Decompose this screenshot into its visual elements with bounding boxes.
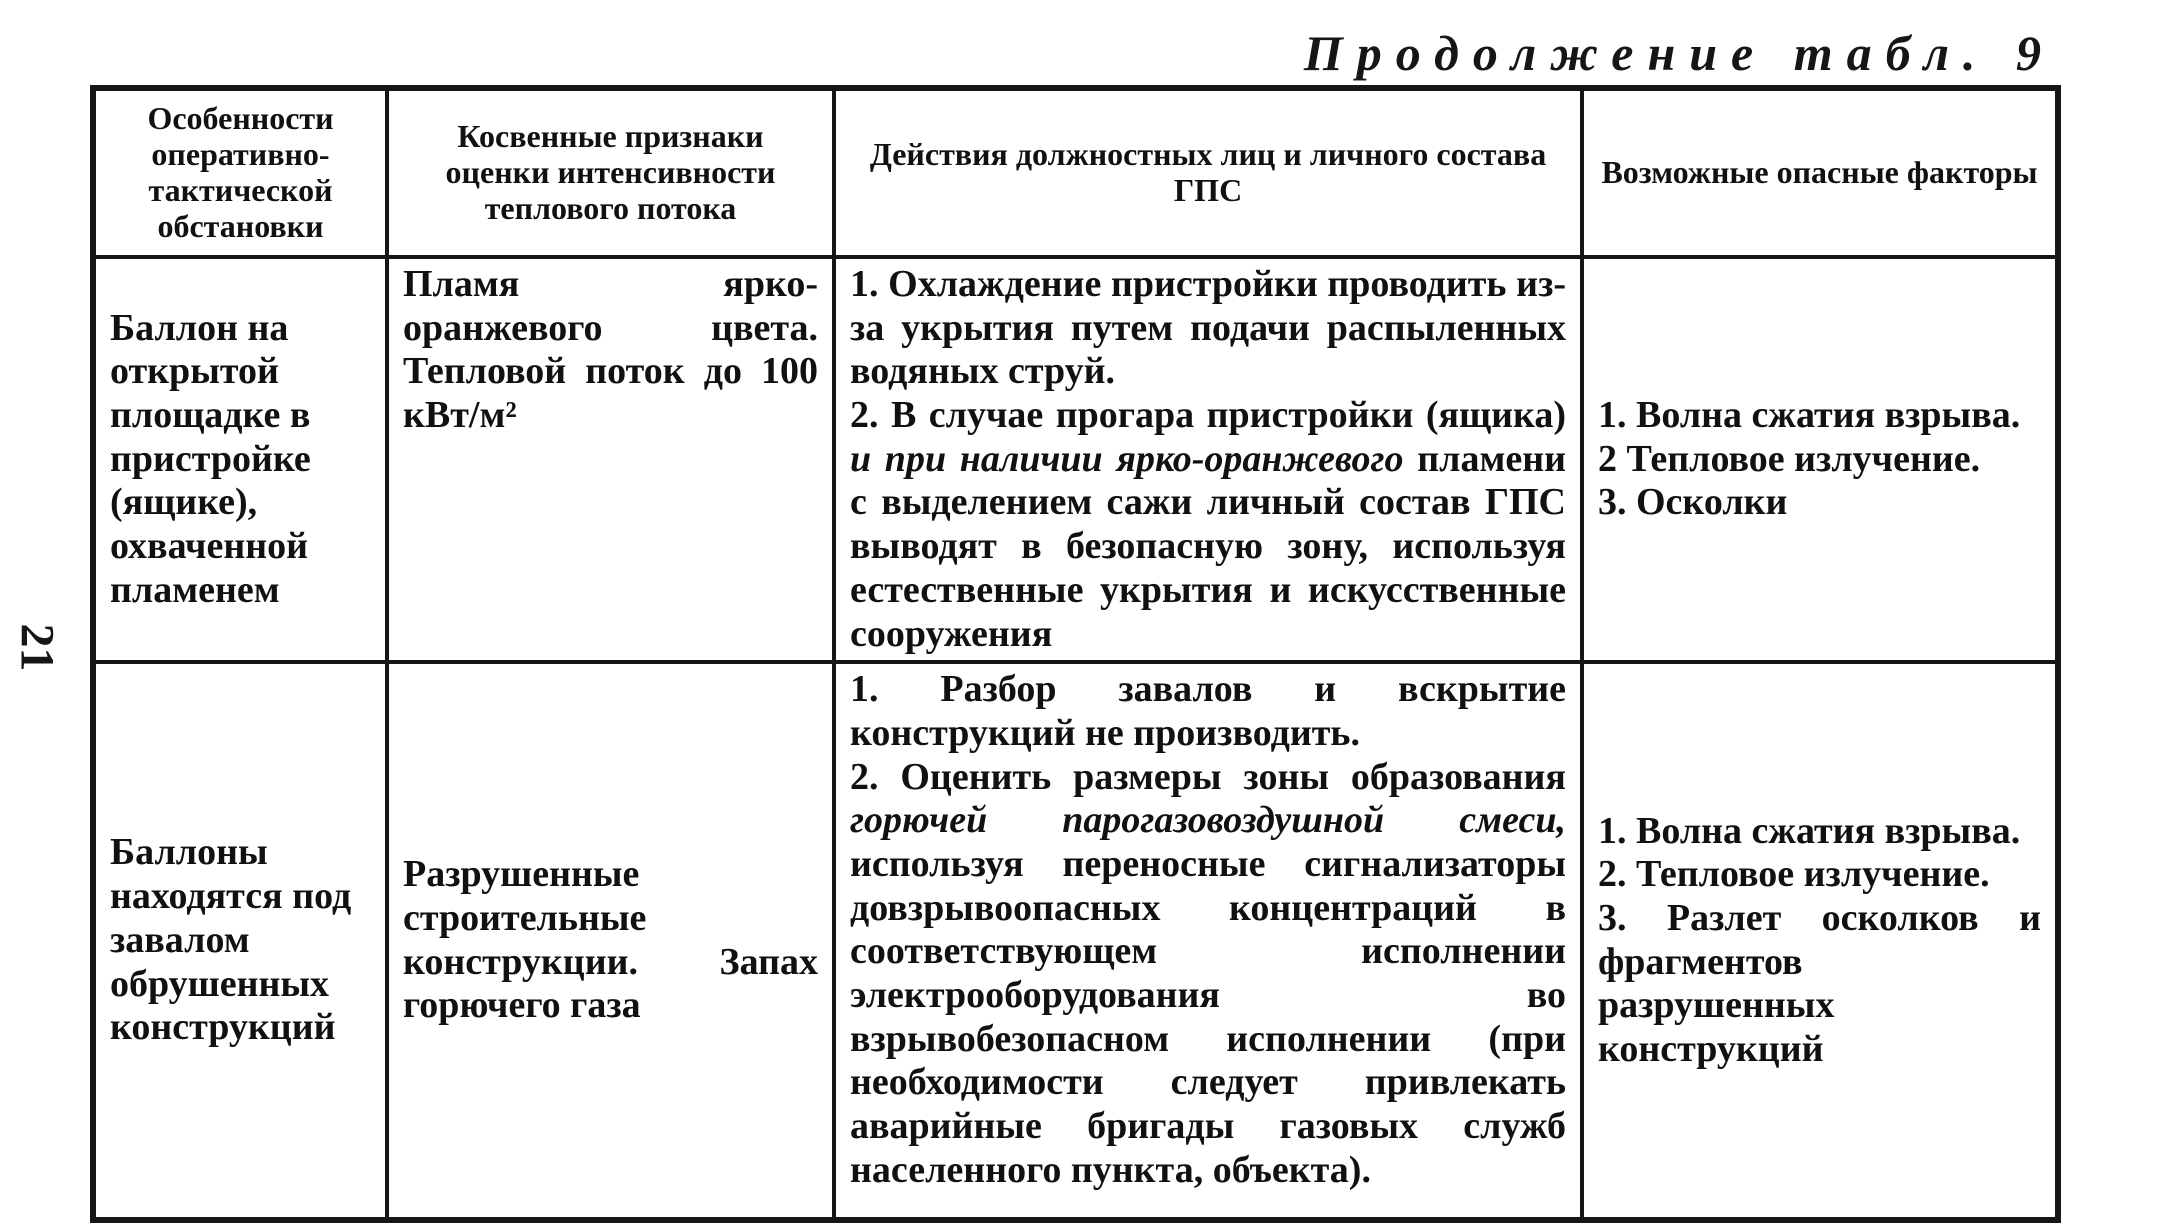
table-row [93,662,2058,1220]
action-item [850,756,1566,1193]
hazard-item: 3. Осколки [1598,481,1788,524]
table-continuation-heading: Продолжение табл. 9 [1303,25,2055,81]
action-text-italic: и при наличии ярко-оранжевого [850,437,1404,480]
action-item [850,394,1566,656]
table-header-row [93,88,2058,257]
action-text: 2. Оценить размеры зоны образования [850,755,1566,798]
actions-cell [834,257,1582,662]
situation-cell: Баллон на открытой площадке в пристройке (ящике), охваченной пламенем [93,257,387,662]
indicators-cell: Пламя ярко-оранжевого цвета. Тепловой поток до 100 кВт/м² [387,257,834,662]
page-number: 21 [10,623,64,672]
action-text: 2. В случае прогара пристройки (ящика) [850,394,1566,437]
action-text: используя переносные сигнализаторы довзрывоопасных концентраций в соответствующем исполнении электрооборудования во взрывобезопасном исполнении (при необходимости следует привлекать аварийные бригады газовых служб населенного пункта, объекта). [850,842,1566,1191]
header-indicators: Косвенные признаки оценки интенсивности теплового потока [387,88,834,257]
situation-cell: Баллоны находятся под завалом обрушенных конструкций [93,662,387,1220]
header-situation: Особенности оперативно-тактической обстановки [93,88,387,257]
table-row [93,257,2058,662]
hazard-actions-table [90,85,2061,1223]
hazard-item: 2. Тепловое излучение. [1598,853,1990,896]
indicators-cell: Разрушенные строительные конструкции. Запах горючего газа [387,662,834,1220]
hazard-item: 2 Тепловое излучение. [1598,437,1981,480]
hazard-item: 1. Волна сжатия взрыва. [1598,809,2021,852]
actions-cell [834,662,1582,1220]
header-hazards: Возможные опасные факторы [1582,88,2058,257]
hazards-cell [1582,662,2058,1220]
action-text-italic: горючей парогазовоздушной смеси, [850,799,1566,842]
hazards-cell [1582,257,2058,662]
action-text: пламени с выделением сажи личный состав ГПС выводят в безопасную зону, используя естественные укрытия и искусственные сооружения [850,437,1566,655]
hazard-item: 3. Разлет осколков и фрагментов разрушенных конструкций [1598,897,2041,1071]
hazard-item: 1. Волна сжатия взрыва. [1598,394,2021,437]
header-actions: Действия должностных лиц и личного состава ГПС [834,88,1582,257]
action-item: 1. Разбор завалов и вскрытие конструкций не производить. [850,668,1566,754]
action-item: 1. Охлаждение пристройки проводить из-за укрытия путем подачи распыленных водяных струй. [850,263,1566,393]
